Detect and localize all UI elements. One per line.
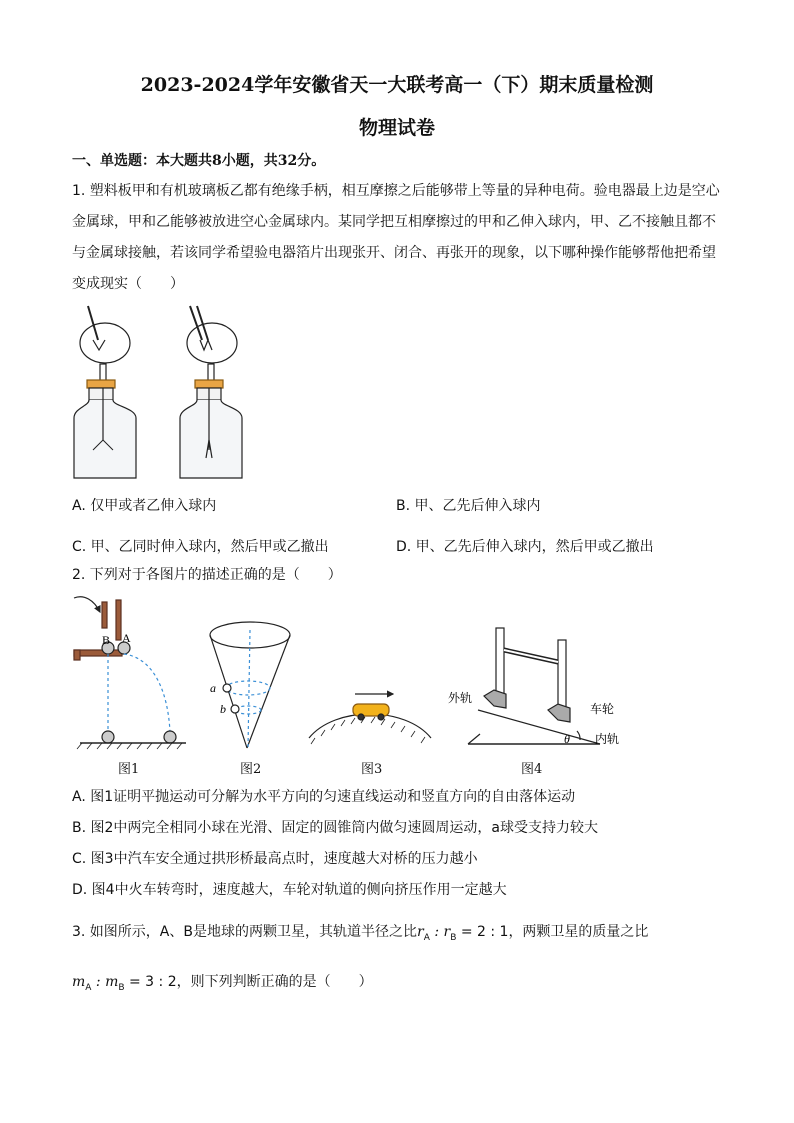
q1-option-a[interactable]: A. 仅甲或者乙伸入球内 (72, 498, 217, 514)
q2-option-d[interactable]: D. 图4中火车转弯时，速度越大，车轮对轨道的侧向挤压作用一定越大 (72, 882, 507, 898)
label-outer-rail: 外轨 (448, 691, 473, 705)
q1-option-b[interactable]: B. 甲、乙先后伸入球内 (396, 498, 541, 514)
figure-4-caption: 图4 (521, 762, 543, 777)
q3-m-sub-a: A (85, 982, 92, 993)
figure-4-train-turn (440, 610, 630, 750)
q3-m: m (72, 973, 86, 990)
q3-sub-a: A (423, 932, 430, 943)
figure-2-cone (200, 610, 300, 750)
label-inner-rail: 内轨 (595, 732, 620, 746)
figure-1-projectile (72, 592, 192, 752)
q2-option-c[interactable]: C. 图3中汽车安全通过拱形桥最高点时，速度越大对桥的压力越小 (72, 851, 478, 867)
q3-line1-pre: 3. 如图所示，A、B是地球的两颗卫星，其轨道半径之比 (72, 924, 417, 940)
figure-2-caption: 图2 (240, 762, 262, 777)
q3-ratio-value: = 2 : 1 (456, 924, 509, 940)
q2-option-b[interactable]: B. 图2中两完全相同小球在光滑、固定的圆锥筒内做匀速圆周运动，a球受支持力较大 (72, 820, 598, 836)
q3-line2-post: ，则下列判断正确的是（ ） (176, 973, 373, 990)
label-a: A (122, 631, 131, 645)
figure-1-caption: 图1 (118, 762, 140, 777)
electroscope-figure (70, 300, 260, 485)
label-b: B (102, 633, 111, 647)
q3-line1-post: ，两颗卫星的质量之比 (508, 924, 649, 940)
label-b-ball: b (220, 702, 226, 716)
label-wheel: 车轮 (590, 702, 615, 716)
q3-sep: : r (429, 924, 451, 940)
q3-sub-b: B (450, 932, 457, 943)
question-2-text: 2. 下列对于各图片的描述正确的是（ ） (72, 567, 342, 583)
label-theta: θ (564, 732, 570, 746)
exam-subtitle: 物理试卷 (358, 117, 435, 139)
q3-m-sub-b: B (118, 982, 125, 993)
figure-3-arch-bridge (305, 686, 435, 746)
q1-option-c[interactable]: C. 甲、乙同时伸入球内，然后甲或乙撤出 (72, 539, 329, 555)
q2-option-a[interactable]: A. 图1证明平抛运动可分解为水平方向的匀速直线运动和竖直方向的自由落体运动 (72, 789, 576, 805)
q3-mass-value: = 3 : 2 (124, 973, 177, 990)
label-a-ball: a (210, 681, 216, 695)
q3-r: r (417, 924, 424, 940)
exam-title: 2023-2024学年安徽省天一大联考高一（下）期末质量检测 (140, 74, 654, 96)
q3-m-sep: : m (91, 973, 119, 990)
question-3-text (72, 910, 732, 1010)
question-1-text: 1. 塑料板甲和有机玻璃板乙都有绝缘手柄，相互摩擦之后能够带上等量的异种电荷。验电器最上边是空心金属球，甲和乙能够被放进空心金属球内。某同学把互相摩擦过的甲和乙伸入球内，甲、乙不接触且都不与金属球接触，若该同学希望验电器箔片出现张开、闭合、再张开的现象，以下哪种操作能够帮他把希望变成现实（ ） (72, 183, 720, 292)
figure-3-caption: 图3 (361, 762, 383, 777)
q1-option-d[interactable]: D. 甲、乙先后伸入球内，然后甲或乙撤出 (396, 539, 654, 555)
section-heading: 一、单选题：本大题共8小题，共32分。 (72, 153, 326, 169)
